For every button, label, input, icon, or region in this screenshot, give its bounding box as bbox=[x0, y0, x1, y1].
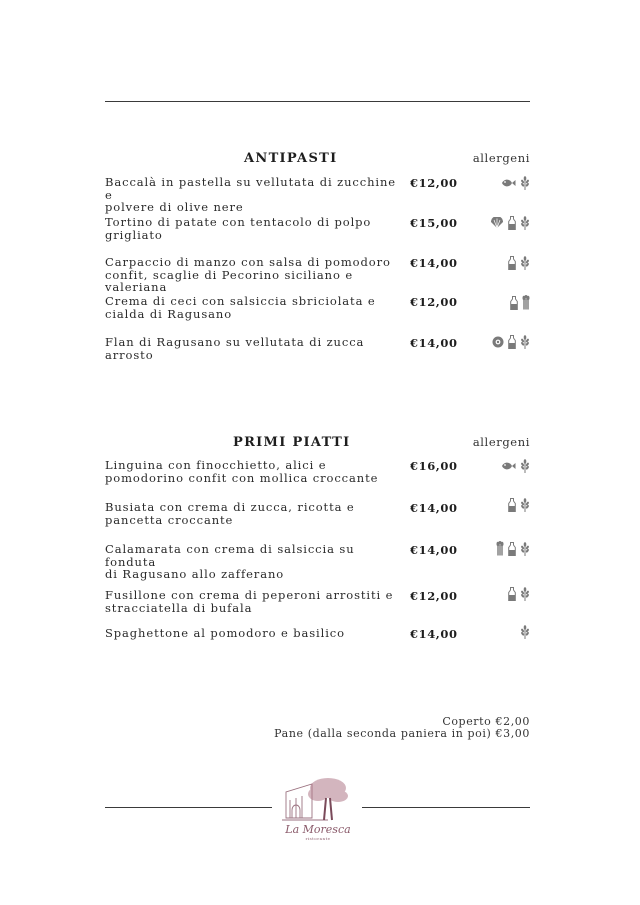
milk-icon bbox=[508, 498, 516, 512]
mollusc-icon bbox=[490, 217, 504, 229]
dish-price: €14,00 bbox=[410, 256, 458, 270]
dish-price: €14,00 bbox=[410, 627, 458, 641]
dish-name: Linguina con finocchietto, alici e bbox=[105, 458, 327, 472]
milk-icon bbox=[508, 256, 516, 270]
egg-icon bbox=[492, 336, 504, 348]
allergen-icons bbox=[508, 498, 530, 512]
dish-price: €15,00 bbox=[410, 216, 458, 230]
milk-icon bbox=[508, 335, 516, 349]
allergen-icons bbox=[508, 256, 530, 270]
allergen-icons bbox=[492, 335, 530, 349]
allergen-icons bbox=[496, 541, 530, 556]
gluten-icon bbox=[520, 256, 530, 270]
bottom-divider-left bbox=[105, 807, 272, 808]
dish-price: €14,00 bbox=[410, 543, 458, 557]
dish-price: €12,00 bbox=[410, 295, 458, 309]
milk-icon bbox=[508, 542, 516, 556]
allergen-header-antipasti: allergeni bbox=[472, 151, 530, 165]
allergen-icons bbox=[520, 625, 530, 639]
top-divider bbox=[105, 101, 530, 102]
gluten-icon bbox=[520, 335, 530, 349]
dish-price: €14,00 bbox=[410, 501, 458, 515]
milk-icon bbox=[510, 296, 518, 310]
gluten-icon bbox=[520, 176, 530, 190]
allergen-icons bbox=[508, 587, 530, 601]
dish-name: Crema di ceci con salsiccia sbriciolata e bbox=[105, 294, 376, 308]
dish-name-cont: grigliato bbox=[105, 227, 163, 242]
brand-tagline: ristorante bbox=[305, 836, 331, 841]
dish-name: Flan di Ragusano su vellutata di zucca arrosto bbox=[105, 335, 365, 362]
dish-name: Baccalà in pastella su vellutata di zucchine e bbox=[105, 175, 396, 202]
allergen-icons bbox=[501, 459, 530, 473]
dish-name-cont: di Ragusano allo zafferano bbox=[105, 567, 285, 581]
dish-name-cont: pancetta croccante bbox=[105, 512, 234, 527]
dish-name-cont: polvere di olive nere bbox=[105, 200, 244, 214]
fish-icon bbox=[501, 460, 516, 472]
section-title-primi: PRIMI PIATTI bbox=[233, 435, 351, 450]
dish-price: €14,00 bbox=[410, 336, 458, 350]
dish-name: Carpaccio di manzo con salsa di pomodoro bbox=[105, 255, 391, 269]
bread-charge: Pane (dalla seconda paniera in poi) €3,00 bbox=[274, 727, 530, 740]
dish-name-cont: stracciatella di bufala bbox=[105, 600, 253, 615]
gluten-icon bbox=[520, 459, 530, 473]
dish-name-cont: pomodorino confit con mollica croccante bbox=[105, 470, 379, 485]
allergen-icons bbox=[501, 176, 530, 190]
milk-icon bbox=[508, 216, 516, 230]
gluten-icon bbox=[520, 625, 530, 639]
celery-icon bbox=[496, 541, 504, 556]
brand-name: La Moresca bbox=[285, 823, 351, 836]
cover-charge: Coperto €2,00 bbox=[442, 715, 530, 728]
section-title-antipasti: ANTIPASTI bbox=[244, 151, 338, 166]
celery-icon bbox=[522, 295, 530, 310]
gluten-icon bbox=[520, 216, 530, 230]
dish-name-cont: confit, scaglie di Pecorino siciliano e valeriana bbox=[105, 267, 354, 294]
allergen-icons bbox=[490, 216, 530, 230]
dish-name: Calamarata con crema di salsiccia su fonduta bbox=[105, 542, 355, 569]
dish-price: €12,00 bbox=[410, 176, 458, 190]
dish-price: €16,00 bbox=[410, 459, 458, 473]
allergen-icons bbox=[510, 295, 530, 310]
gluten-icon bbox=[520, 542, 530, 556]
dish-name: Fusillone con crema di peperoni arrostiti e bbox=[105, 588, 394, 602]
gluten-icon bbox=[520, 587, 530, 601]
dish-name: Tortino di patate con tentacolo di polpo bbox=[105, 215, 372, 229]
gluten-icon bbox=[520, 498, 530, 512]
dish-name: Busiata con crema di zucca, ricotta e bbox=[105, 500, 355, 514]
dish-name: Spaghettone al pomodoro e basilico bbox=[105, 626, 345, 640]
allergen-header-primi: allergeni bbox=[472, 435, 530, 449]
bottom-divider-right bbox=[362, 807, 530, 808]
dish-price: €12,00 bbox=[410, 589, 458, 603]
dish-name-cont: cialda di Ragusano bbox=[105, 306, 233, 321]
fish-icon bbox=[501, 177, 516, 189]
milk-icon bbox=[508, 587, 516, 601]
